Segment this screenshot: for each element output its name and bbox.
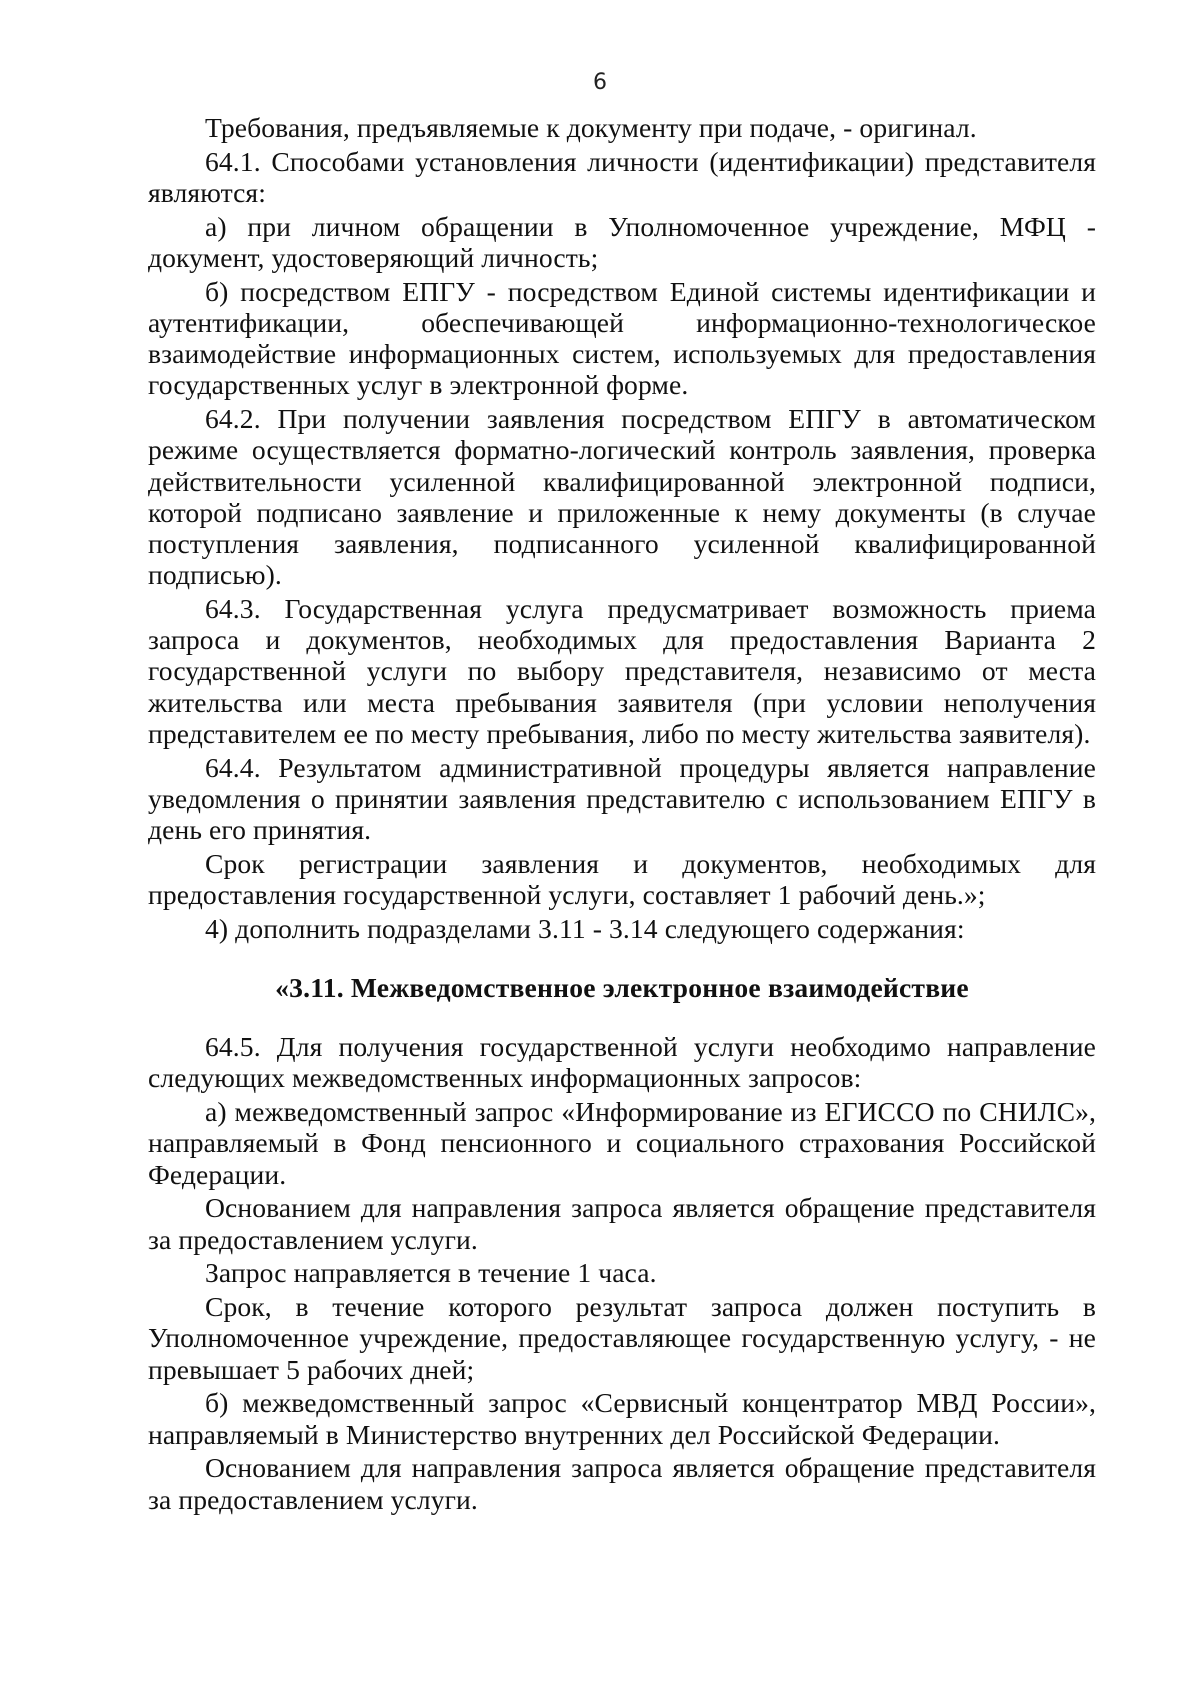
paragraph: 64.4. Результатом административной процедуры является направление уведомления о принятии заявления представителю с использованием ЕПГУ в день его принятия. [148,751,1096,846]
paragraph: 4) дополнить подразделами 3.11 - 3.14 следующего содержания: [205,912,965,944]
page-number: 6 [593,70,607,95]
paragraph: Срок регистрации заявления и документов, необходимых для предоставления государственной услуги, составляет 1 рабочий день.»; [148,847,1096,911]
paragraph: Требования, предъявляемые к документу при подаче, - оригинал. [205,112,977,143]
paragraph: 64.5. Для получения государственной услуги необходимо направление следующих межведомственных информационных запросов: [148,1031,1096,1094]
paragraph: Основанием для направления запроса является обращение представителя за предоставлением услуги. [148,1452,1096,1515]
section-heading: «3.11. Межведомственное электронное взаимодействие [275,972,969,1004]
paragraph: 64.3. Государственная услуга предусматривает возможность приема запроса и документов, необходимых для предоставления Варианта 2 государственной услуги по выбору представителя, независимо от места жительства или места пребывания заявителя (при условии неполучения представителем ее по месту пребывания, либо по месту жительства заявителя). [148,593,1096,749]
document-body [148,112,1096,1517]
paragraph: Основанием для направления запроса является обращение представителя за предоставлением услуги. [148,1192,1096,1255]
paragraph: 64.1. Способами установления личности (идентификации) представителя являются: [148,145,1096,208]
paragraph: б) посредством ЕПГУ - посредством Единой системы идентификации и аутентификации, обеспечивающей информационно-технологическое взаимодействие информационных систем, используемых для предоставления государственных услуг в электронной форме. [148,275,1096,401]
paragraph: Запрос направляется в течение 1 часа. [205,1257,657,1289]
paragraph: 64.2. При получении заявления посредством ЕПГУ в автоматическом режиме осуществляется форматно-логический контроль заявления, проверка действительности усиленной квалифицированной электронной подписи, которой подписано заявление и приложенные к нему документы (в случае поступления заявления, подписанного усиленной квалифицированной подписью). [148,403,1096,591]
paragraph: б) межведомственный запрос «Сервисный концентратор МВД России», направляемый в Министерство внутренних дел Российской Федерации. [148,1387,1096,1450]
paragraph: а) межведомственный запрос «Информирование из ЕГИССО по СНИЛС», направляемый в Фонд пенсионного и социального страхования Российской Федерации. [148,1096,1096,1190]
paragraph: а) при личном обращении в Уполномоченное учреждение, МФЦ - документ, удостоверяющий личность; [148,210,1096,273]
paragraph: Срок, в течение которого результат запроса должен поступить в Уполномоченное учреждение, предоставляющее государственную услугу, - не превышает 5 рабочих дней; [148,1291,1096,1385]
